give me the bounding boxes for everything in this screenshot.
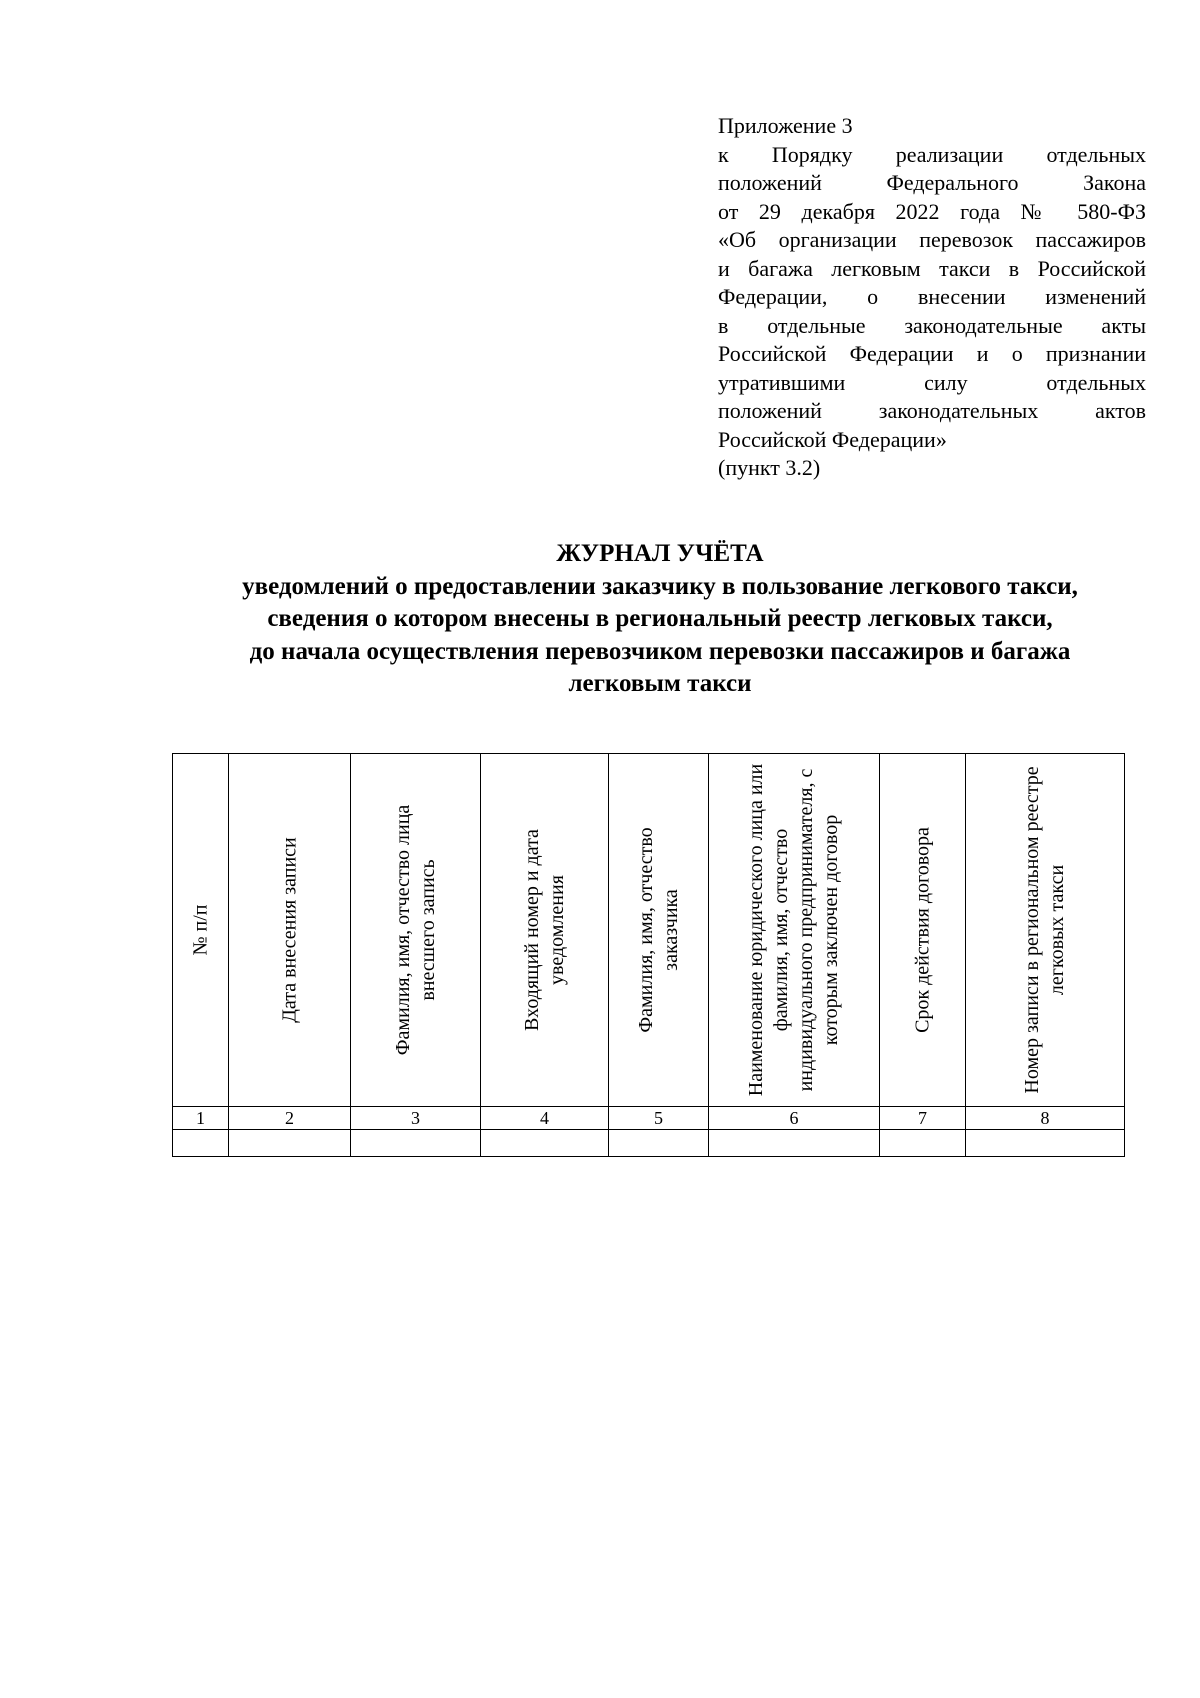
column-number: 7 [880, 1107, 966, 1130]
empty-cell [351, 1130, 481, 1157]
header-text: Номер записи в региональном реестре легковых такси [1021, 766, 1068, 1094]
empty-cell [229, 1130, 351, 1157]
title-main: ЖУРНАЛ УЧЁТА [556, 540, 764, 567]
appendix-line: Российской Федерации» [718, 426, 947, 452]
title-line: до начала осуществления перевозчиком перевозки пассажиров и багажа [249, 637, 1071, 665]
appendix-line: утратившими силу отдельных [718, 369, 1146, 395]
header-text: Наименование юридического лица или фамилия, имя, отчество индивидуального предпринимателя, с которым заключен договор [745, 763, 842, 1097]
header-cell [481, 754, 609, 1107]
appendix-line: (пункт 3.2) [718, 455, 821, 480]
header-cell [709, 754, 880, 1107]
header-text: № п/п [189, 904, 211, 956]
table-empty-row [173, 1130, 1125, 1157]
column-number: 8 [966, 1107, 1125, 1130]
header-text: Срок действия договора [911, 827, 933, 1033]
header-cell [609, 754, 709, 1107]
header-cell [880, 754, 966, 1107]
header-text: Дата внесения записи [278, 837, 300, 1023]
empty-cell [709, 1130, 880, 1157]
title-line: уведомлений о предоставлении заказчику в пользование легкового такси, [242, 572, 1078, 600]
appendix-line: Российской Федерации и о признании [718, 341, 1146, 366]
empty-cell [880, 1130, 966, 1157]
document-title [160, 538, 1160, 701]
appendix-line: положений Федерального Закона [718, 170, 1146, 195]
table-header-row [173, 754, 1125, 1107]
title-line: сведения о котором внесены в региональный реестр легковых такси, [267, 605, 1053, 632]
appendix-line: Приложение 3 [718, 113, 853, 138]
column-number: 1 [173, 1107, 229, 1130]
appendix-block [718, 112, 1146, 483]
header-cell [173, 754, 229, 1107]
header-cell [351, 754, 481, 1107]
appendix-line: и багажа легковым такси в Российской [718, 255, 1146, 281]
appendix-line: в отдельные законодательные акты [718, 312, 1146, 338]
journal-table [172, 753, 1125, 1157]
appendix-line: Федерации, о внесении изменений [718, 284, 1146, 309]
header-text: Входящий номер и дата уведомления [520, 829, 568, 1031]
appendix-line: положений законодательных актов [718, 398, 1146, 423]
empty-cell [173, 1130, 229, 1157]
column-number: 4 [481, 1107, 609, 1130]
appendix-line: от 29 декабря 2022 года № 580-ФЗ [718, 198, 1146, 224]
column-number: 6 [709, 1107, 880, 1130]
header-text: Фамилия, имя, отчество лица внесшего запись [391, 804, 439, 1056]
table-number-row [173, 1107, 1125, 1130]
title-line: легковым такси [568, 670, 752, 697]
column-number: 2 [229, 1107, 351, 1130]
appendix-line: «Об организации перевозок пассажиров [718, 227, 1146, 252]
header-text: Фамилия, имя, отчество заказчика [634, 827, 682, 1033]
header-cell [229, 754, 351, 1107]
empty-cell [609, 1130, 709, 1157]
appendix-line: к Порядку реализации отдельных [718, 141, 1146, 167]
column-number: 5 [609, 1107, 709, 1130]
empty-cell [481, 1130, 609, 1157]
column-number: 3 [351, 1107, 481, 1130]
empty-cell [966, 1130, 1125, 1157]
header-cell [966, 754, 1125, 1107]
